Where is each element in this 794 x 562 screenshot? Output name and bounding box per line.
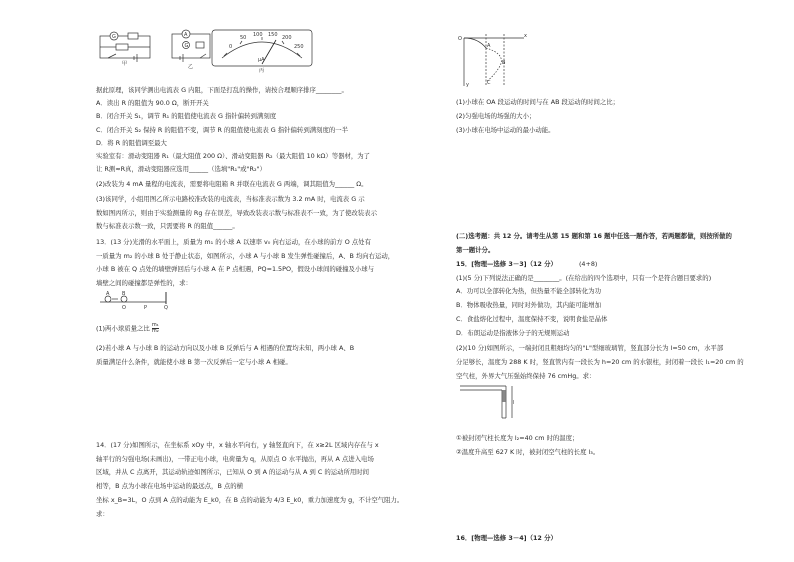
option-d: D．将 R 的阻值调至最大 xyxy=(96,139,167,147)
q13-label-o: O xyxy=(122,305,126,311)
q15-part-2-line-1: (2)(10 分)如图所示，一端封闭且粗细均匀的"L"型细玻璃管，竖直部分长为 l=50 cm，水平部 xyxy=(456,344,724,352)
q15-option-c: C．食盐熔化过程中，温度保持不变，说明食盐是晶体 xyxy=(456,315,608,323)
q14-line-1: 14．(17 分)如图所示，在坐标系 xOy 中，x 轴水平向右，y 轴竖直向下，在 x≥2L 区域内存在与 x xyxy=(96,441,379,449)
meter-tick-150: 150 xyxy=(268,32,278,38)
q13-mass-ratio xyxy=(152,323,159,334)
svg-text:G: G xyxy=(184,43,189,49)
q13-ratio-numerator: m₁ xyxy=(151,322,159,328)
q13-label-q: Q xyxy=(164,305,168,311)
q14-label-c: C xyxy=(487,80,491,86)
q15-part-2-line-3: 空气柱，外界大气压强始终保持 76 cmHg。求： xyxy=(456,372,596,380)
q13-sub-1-text: (1)两小球质量之比 xyxy=(96,324,150,333)
q15-part-2-line-2: 分足够长，温度为 288 K 时，竖直管内有一段长为 h=20 cm 的水银柱，封闭着一段长 l₁=20 cm 的 xyxy=(456,358,744,366)
fig-label-yi: 乙 xyxy=(188,64,194,70)
meter-tick-200: 200 xyxy=(282,35,292,41)
tube-length-label: l xyxy=(513,400,515,406)
q14-label-o: O xyxy=(458,36,462,42)
elective-section-heading: (二)选考题：共 12 分。请考生从第 15 题和第 16 题中任选一题作答，若两题都做，则按所做的 xyxy=(456,232,732,240)
para-calibration-1: (3)该同学，小组用图乙所示电路校准改装的电流表，当标准表示数为 3.2 mA 时，电流表 G 示 xyxy=(96,195,365,203)
q13-collision-figure xyxy=(100,290,180,310)
para-rheostat-2: 让 R测≈R真，滑动变阻器应选用______（选填"R₁"或"R₂"） xyxy=(96,165,266,173)
svg-text:A: A xyxy=(184,32,188,38)
q15-score-split: (4+8) xyxy=(578,260,598,268)
fig-label-bing: 丙 xyxy=(259,68,265,74)
q16-heading: 16．[物理—选修 3－4]（12 分） xyxy=(456,534,557,542)
para-sequence-question: 据此原理，该同学测出电流表 G 内阻，下面是打乱的操作，请按合理顺序排序________。 xyxy=(96,86,348,94)
q15-heading xyxy=(456,260,597,268)
q13-line-2: 一质量为 m₂ 的小球 B 处于静止状态，如图所示，小球 A 与小球 B 发生弹性碰撞后，A、B 均向右运动， xyxy=(96,252,395,260)
option-c: C．闭合开关 S₂ 保持 R 的阻值不变，调节 R 的阻值使电流表 G 指针偏转到满刻度的一半 xyxy=(96,126,349,134)
meter-tick-100: 100 xyxy=(253,32,263,38)
l-tube-figure xyxy=(458,384,518,420)
galvanometer-dial-bing xyxy=(210,28,314,72)
q13-label-b: B xyxy=(122,291,126,297)
q14-line-5: 坐标 x_B=3L，O 点到 A 点的动能为 E_k0，在 B 点的动能为 4/3 E_k0，重力加速度为 g，不计空气阻力。 xyxy=(96,496,404,504)
q14-line-6: 求： xyxy=(96,510,109,518)
q14-sub-3: (3)小球在电场中运动的最小动能。 xyxy=(456,126,555,134)
q15-option-d: D．布朗运动是指液体分子的无规则运动 xyxy=(456,329,570,337)
q14-line-4: 相等，B 点为小球在电场中运动的最远点，B 点的横 xyxy=(96,482,244,490)
option-b: B．闭合开关 S₁，调节 R₁ 的阻值使电流表 G 指针偏转到满刻度 xyxy=(96,112,277,120)
para-calibration-2: 数如图丙所示，则由于实验测量的 Rg 存在误差，导致改装表示数与标准表不一致，为了使改装表示 xyxy=(96,209,377,217)
q14-trajectory-figure xyxy=(456,28,528,88)
q13-sub-1 xyxy=(96,323,159,334)
q13-line-4: 墙壁之间的碰撞都是弹性的，求： xyxy=(96,279,192,287)
q13-line-3: 小球 B 被在 Q 点处的墙壁弹回后与小球 A 在 P 点相遇，PQ=1.5PO，假设小球间的碰撞及小球与 xyxy=(96,265,375,273)
q14-sub-2: (2)匀强电场的场强的大小； xyxy=(456,112,536,120)
q14-sub-1: (1)小球在 OA 段运动的时间与在 AB 段运动的时间之比； xyxy=(456,98,620,106)
meter-tick-250: 250 xyxy=(294,44,304,50)
fig-label-jia: 甲 xyxy=(122,61,128,67)
para-calibration-3: 数与标准表示数一致，只需要将 R 的阻值______。 xyxy=(96,222,239,230)
q14-label-b: B xyxy=(502,60,506,66)
q15-option-a: A．功可以全部转化为热，但热量不能全部转化为功 xyxy=(456,287,601,295)
q13-sub-2-line-1: (2)若小球 A 与小球 B 的运动方向以及小球 B 反弹后与 A 相遇的位置均未知，两小球 A、B xyxy=(96,344,355,352)
q14-label-x: x xyxy=(524,33,527,39)
q14-label-a: A xyxy=(487,43,491,49)
svg-text:G: G xyxy=(112,34,116,40)
q13-label-p: P xyxy=(144,305,148,311)
q14-line-2: 轴平行的匀强电场(未画出)，一带正电小球，电荷量为 q，从原点 O 水平抛出，再从 A 点进入电场 xyxy=(96,455,374,463)
q14-label-y: y xyxy=(466,82,469,88)
circuit-diagram-yi xyxy=(170,28,214,68)
meter-tick-0: 0 xyxy=(229,44,233,50)
q13-line-1: 13．(13 分)光滑的水平面上，质量为 m₁ 的小球 A 以速率 v₀ 向右运动，在小球的前方 O 点处有 xyxy=(96,238,371,246)
para-conversion: (2)改装为 4 mA 量程的电流表，需要将电阻箱 R 并联在电流表 G 两端，调其阻值为______ Ω。 xyxy=(96,180,368,188)
q13-label-a: A xyxy=(106,291,110,297)
meter-unit: μA xyxy=(258,57,265,63)
circuit-diagram-jia xyxy=(96,30,156,66)
q15-title: 15．[物理—选修 3－3]（12 分） xyxy=(456,260,557,268)
q14-line-3: 区域，并从 C 点离开，其运动轨迹如图所示，已知从 O 到 A 的运动与从 A 到 C 的运动所用时间 xyxy=(96,468,370,476)
q15-sub-i: ①被封闭气柱长度为 l₂=40 cm 时的温度； xyxy=(456,434,579,442)
q13-sub-2-line-2: 质量满足什么条件，就能使小球 B 第一次反弹后一定与小球 A 相碰。 xyxy=(96,358,292,366)
option-a: A．读出 R 的阻值为 90.0 Ω，断开开关 xyxy=(96,99,209,107)
q15-option-b: B．物体吸收热量，同时对外做功，其内能可能增加 xyxy=(456,301,601,309)
para-rheostat-1: 实验室有：滑动变阻器 R₁（最大阻值 200 Ω）、滑动变阻器 R₂（最大阻值 10 kΩ）等器材，为了 xyxy=(96,152,371,160)
elective-section-heading-2: 第一题计分。 xyxy=(456,246,495,254)
q15-sub-ii: ②温度升高至 627 K 时，被封闭空气柱的长度 l₃。 xyxy=(456,448,600,456)
q13-ratio-denominator: m₂ xyxy=(151,328,159,334)
meter-tick-50: 50 xyxy=(240,35,247,41)
q15-part-1: (1)(5 分)下列说法正确的是________。(在给出的四个选项中，只有一个是符合题目要求的) xyxy=(456,274,712,282)
